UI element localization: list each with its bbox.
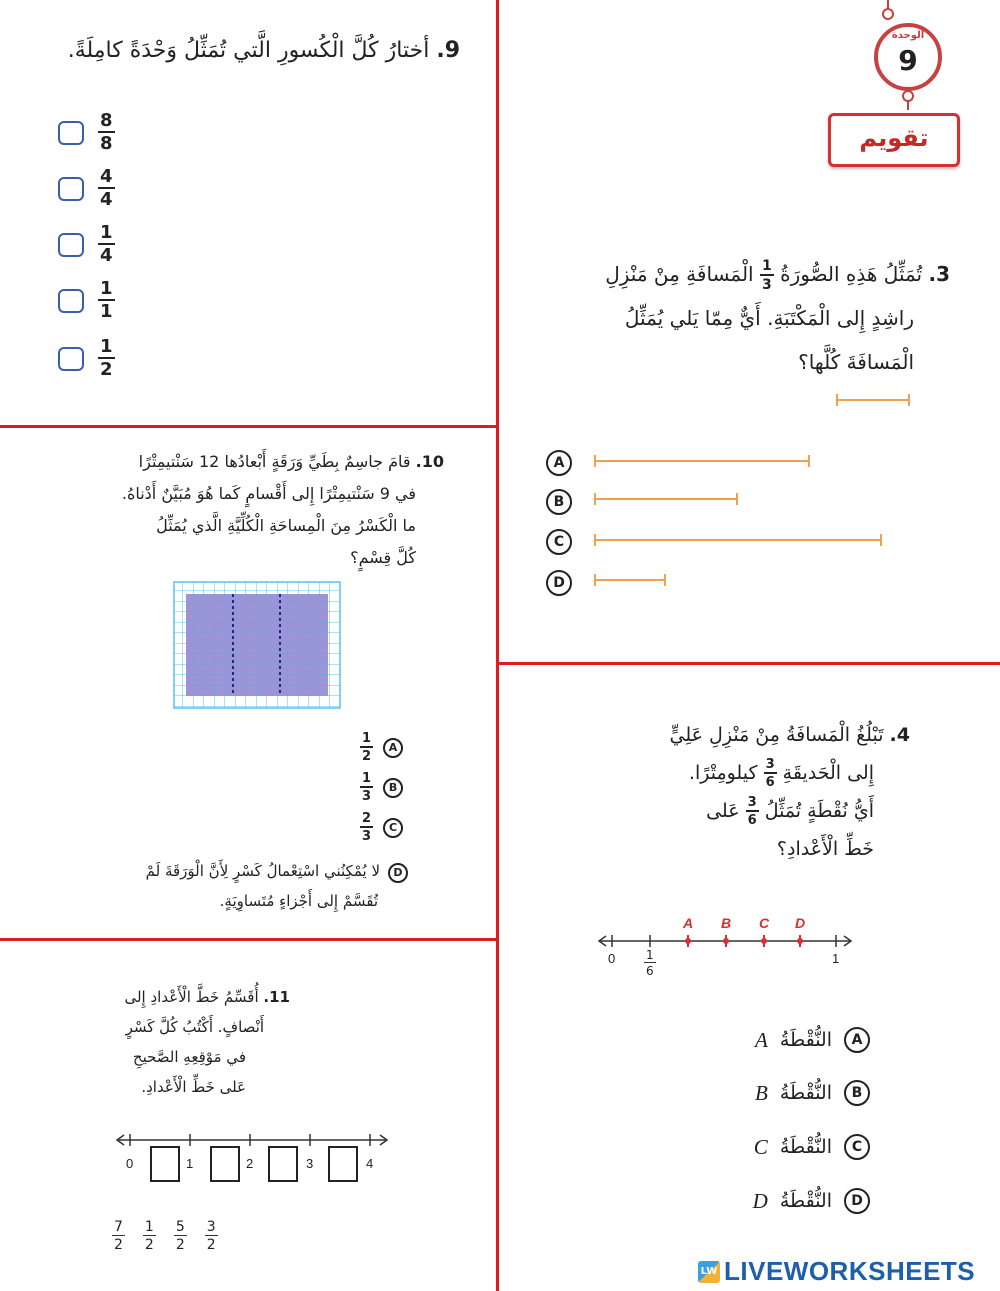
point-label-a: A xyxy=(683,915,694,931)
q9-option[interactable] xyxy=(58,168,115,209)
fraction-denominator: 6 xyxy=(646,964,654,978)
q10-line4: كُلَّ قِسْمٍ؟ xyxy=(350,548,416,567)
q3-line3: الْمَسافَةَ كُلَّها؟ xyxy=(798,350,914,374)
fraction-numerator: 2 xyxy=(362,811,372,826)
unit-badge-label: الوحدة xyxy=(891,30,925,41)
number-line-tick-fraction xyxy=(644,949,656,977)
q4-line2a: إِلى الْحَديقَةِ xyxy=(782,762,874,784)
q4-option[interactable] xyxy=(753,1188,870,1214)
unit-tag-text: تقويم xyxy=(859,124,929,152)
checkbox[interactable] xyxy=(58,233,84,257)
fraction-numerator: 1 xyxy=(362,771,372,786)
point-label-c: C xyxy=(759,915,770,931)
option-letter: A xyxy=(546,450,572,476)
fraction xyxy=(98,168,115,209)
divider-right-1 xyxy=(498,662,1000,665)
q4-option-word: النُّقْطَةُ xyxy=(779,1136,832,1158)
q11-line1-text: أُقَسِّمُ خَطَّ الْأَعْدادِ إِلى xyxy=(124,988,259,1006)
q3-line1b: الْمَسافَةِ مِنْ مَنْزِلِ xyxy=(605,262,754,286)
fraction-denominator: 2 xyxy=(175,1237,185,1253)
q10-prompt xyxy=(24,446,444,574)
q4-option-point: A xyxy=(754,1027,768,1052)
fraction-denominator: 2 xyxy=(362,749,372,764)
number-line-axis xyxy=(596,925,856,965)
fraction-denominator: 6 xyxy=(747,813,757,828)
fraction-denominator: 3 xyxy=(362,829,372,844)
unit-tag xyxy=(828,113,960,167)
q11-number: 11. xyxy=(263,988,290,1006)
fraction-numerator: 1 xyxy=(362,731,372,746)
number-line-label: 1 xyxy=(186,1156,194,1171)
q3-line1 xyxy=(530,252,950,296)
q4-option[interactable] xyxy=(754,1134,870,1160)
q4-option-word: النُّقْطَةُ xyxy=(779,1082,832,1104)
fraction-numerator: 3 xyxy=(206,1219,216,1235)
q10-option[interactable] xyxy=(360,732,403,763)
q9-option[interactable] xyxy=(58,338,115,379)
q3-line2: راشِدٍ إِلى الْمَكْتَبَةِ. أَيٌّ مِمّا يَلي يُمَثِّلُ xyxy=(624,306,914,330)
option-letter: B xyxy=(844,1080,870,1106)
fraction-denominator: 2 xyxy=(144,1237,154,1253)
fraction-denominator: 3 xyxy=(362,789,372,804)
fraction xyxy=(98,280,115,321)
fraction-numerator: 1 xyxy=(144,1219,154,1235)
q4-line1 xyxy=(590,716,910,754)
option-letter: C xyxy=(844,1134,870,1160)
q10-line1-text: قامَ جاسِمٌ بِطَيِّ وَرَقَةٍ أَبْعادُها 12 سَنْتيمِتْرًا xyxy=(138,452,411,471)
answer-box[interactable] xyxy=(150,1146,180,1182)
checkbox[interactable] xyxy=(58,289,84,313)
fraction xyxy=(360,812,373,843)
fraction-denominator: 1 xyxy=(100,301,113,322)
q4-fraction xyxy=(764,758,777,789)
q4-option-word: النُّقْطَةُ xyxy=(779,1190,832,1212)
number-line-end: 1 xyxy=(832,951,840,966)
q4-prompt xyxy=(590,716,910,868)
option-letter: D xyxy=(546,570,572,596)
checkbox[interactable] xyxy=(58,177,84,201)
fraction-denominator: 4 xyxy=(100,245,113,266)
checkbox[interactable] xyxy=(58,121,84,145)
fraction-numerator: 1 xyxy=(100,222,113,243)
q4-line4: خَطِّ الْأَعْدادِ؟ xyxy=(776,838,874,860)
draggable-fraction[interactable] xyxy=(205,1220,218,1252)
q4-fraction-2 xyxy=(746,796,759,827)
q10-option[interactable] xyxy=(360,772,403,803)
q4-line3b: عَلى xyxy=(706,800,740,822)
q4-option-point: C xyxy=(753,1134,768,1159)
q4-line1-text: تَبْلُغُ الْمَسافَةُ مِنْ مَنْزِلِ عَلِيٍّ xyxy=(669,724,884,746)
draggable-fraction[interactable] xyxy=(174,1220,187,1252)
q4-line3 xyxy=(590,792,910,830)
number-line-label: 3 xyxy=(306,1156,314,1171)
q3-segment-c xyxy=(594,539,882,541)
q3-fraction xyxy=(760,259,774,292)
q3-option[interactable] xyxy=(546,489,572,515)
q11-line3: في مَوْقِعِهِ الصَّحيحِ xyxy=(132,1048,246,1066)
fraction-numerator: 8 xyxy=(100,110,113,131)
point-label-d: D xyxy=(795,915,806,931)
fraction-denominator: 2 xyxy=(206,1237,216,1253)
q4-line2 xyxy=(590,754,910,792)
point-label-b: B xyxy=(721,915,732,931)
logo-text: LIVEWORKSHEETS xyxy=(724,1256,976,1286)
q3-option[interactable] xyxy=(546,570,572,596)
q4-number: 4. xyxy=(889,724,910,746)
checkbox[interactable] xyxy=(58,347,84,371)
fraction-numerator: 1 xyxy=(100,336,113,357)
q10-grid-figure xyxy=(172,580,342,710)
fraction-denominator: 3 xyxy=(761,277,772,293)
q11-line2: أَنْصافٍ. أَكْتُبُ كُلَّ كَسْرٍ xyxy=(125,1018,264,1036)
vertical-divider xyxy=(496,0,499,1291)
number-line-label: 2 xyxy=(246,1156,254,1171)
number-line-label: 0 xyxy=(126,1156,134,1171)
fraction xyxy=(98,338,115,379)
fraction xyxy=(98,224,115,265)
q3-option[interactable] xyxy=(546,450,572,476)
q3-segment-b xyxy=(594,498,738,500)
q10-option-d-text1: لا يُمْكِنُني اسْتِعْمالُ كَسْرٍ لِأَنَّ الْوَرَقَةَ لَمْ xyxy=(145,862,380,880)
logo-mark: LW xyxy=(698,1261,720,1283)
q9-number: 9. xyxy=(436,38,460,63)
q4-option[interactable] xyxy=(755,1080,870,1106)
fraction xyxy=(360,772,373,803)
q3-number: 3. xyxy=(928,262,950,286)
q3-reference-segment xyxy=(836,399,910,401)
fraction-denominator: 8 xyxy=(100,133,113,154)
q3-line1a: تُمَثِّلُ هَذِهِ الصُّورَةُ xyxy=(780,262,923,286)
q10-option[interactable] xyxy=(360,812,403,843)
fraction-denominator: 2 xyxy=(100,359,113,380)
divider-left-2 xyxy=(0,938,498,941)
q10-line3: ما الْكَسْرُ مِنَ الْمِساحَةِ الْكُلِّيَّةِ الَّذي يُمَثِّلُ xyxy=(156,516,416,535)
q9-option[interactable] xyxy=(58,224,115,265)
q10-option-d-line1 xyxy=(48,856,408,886)
draggable-fraction[interactable] xyxy=(143,1220,156,1252)
q4-option-point: D xyxy=(752,1188,768,1213)
liveworksheets-logo xyxy=(698,1256,975,1287)
q11-line4: عَلى خَطِّ الْأَعْدادِ. xyxy=(141,1078,246,1096)
q3-option[interactable] xyxy=(546,529,572,555)
q9-option[interactable] xyxy=(58,280,115,321)
q4-option-word: النُّقْطَةُ xyxy=(779,1029,832,1051)
q4-line2b: كيلومِتْرًا. xyxy=(688,762,758,784)
q10-line2: في 9 سَنْتيمِتْرًا إِلى أَقْسامٍ كَما هُوَ مُبَيَّنٌ أَدْناهُ. xyxy=(121,484,416,503)
number-line-label: 4 xyxy=(366,1156,374,1171)
q3-segment-a xyxy=(594,460,810,462)
unit-badge xyxy=(820,0,960,170)
q10-option-d[interactable] xyxy=(48,856,408,916)
q10-line1 xyxy=(24,446,444,478)
q9-prompt xyxy=(20,38,460,63)
option-letter: A xyxy=(383,738,403,758)
q11-fraction-bank xyxy=(112,1220,218,1252)
fraction-numerator: 7 xyxy=(114,1219,123,1235)
fraction xyxy=(360,732,373,763)
fraction-numerator: 1 xyxy=(646,948,654,962)
q4-line3a: أَيُّ نُقْطَةٍ تُمَثِّلُ xyxy=(764,800,874,822)
fraction-numerator: 3 xyxy=(747,795,757,810)
option-letter: D xyxy=(388,863,408,883)
draggable-fraction[interactable] xyxy=(112,1220,125,1252)
fraction-numerator: 1 xyxy=(761,258,772,274)
q4-option-point: B xyxy=(754,1080,768,1105)
fraction-denominator: 6 xyxy=(765,775,775,790)
q10-number: 10. xyxy=(415,452,444,471)
q3-segment-d xyxy=(594,579,666,581)
fraction xyxy=(98,112,115,153)
option-letter: D xyxy=(844,1188,870,1214)
fraction-denominator: 4 xyxy=(100,189,113,210)
answer-box[interactable] xyxy=(210,1146,240,1182)
answer-box[interactable] xyxy=(268,1146,298,1182)
option-letter: B xyxy=(546,489,572,515)
fraction-numerator: 1 xyxy=(100,278,113,299)
divider-left-1 xyxy=(0,425,498,428)
q11-prompt xyxy=(70,982,290,1102)
unit-badge-number: 9 xyxy=(898,44,918,77)
option-letter: C xyxy=(383,818,403,838)
option-letter: A xyxy=(844,1027,870,1053)
q11-line1 xyxy=(70,982,290,1012)
q9-text: أختارُ كُلَّ الْكُسورِ الَّتي تُمَثِّلُ وَحْدَةً كامِلَةً. xyxy=(67,38,430,63)
option-letter: B xyxy=(383,778,403,798)
answer-box[interactable] xyxy=(328,1146,358,1182)
fraction-numerator: 3 xyxy=(765,757,775,772)
option-letter: C xyxy=(546,529,572,555)
q10-option-d-line2: تُقَسَّمْ إِلى أَجْزاءٍ مُتَساوِيَةٍ. xyxy=(219,892,378,910)
q9-option[interactable] xyxy=(58,112,115,153)
q3-prompt xyxy=(530,252,950,384)
fraction-numerator: 4 xyxy=(100,166,113,187)
number-line-start: 0 xyxy=(608,951,616,966)
fraction-numerator: 5 xyxy=(175,1219,185,1235)
fraction-denominator: 2 xyxy=(114,1237,123,1253)
q4-number-line xyxy=(596,915,856,985)
q4-option[interactable] xyxy=(755,1027,870,1053)
